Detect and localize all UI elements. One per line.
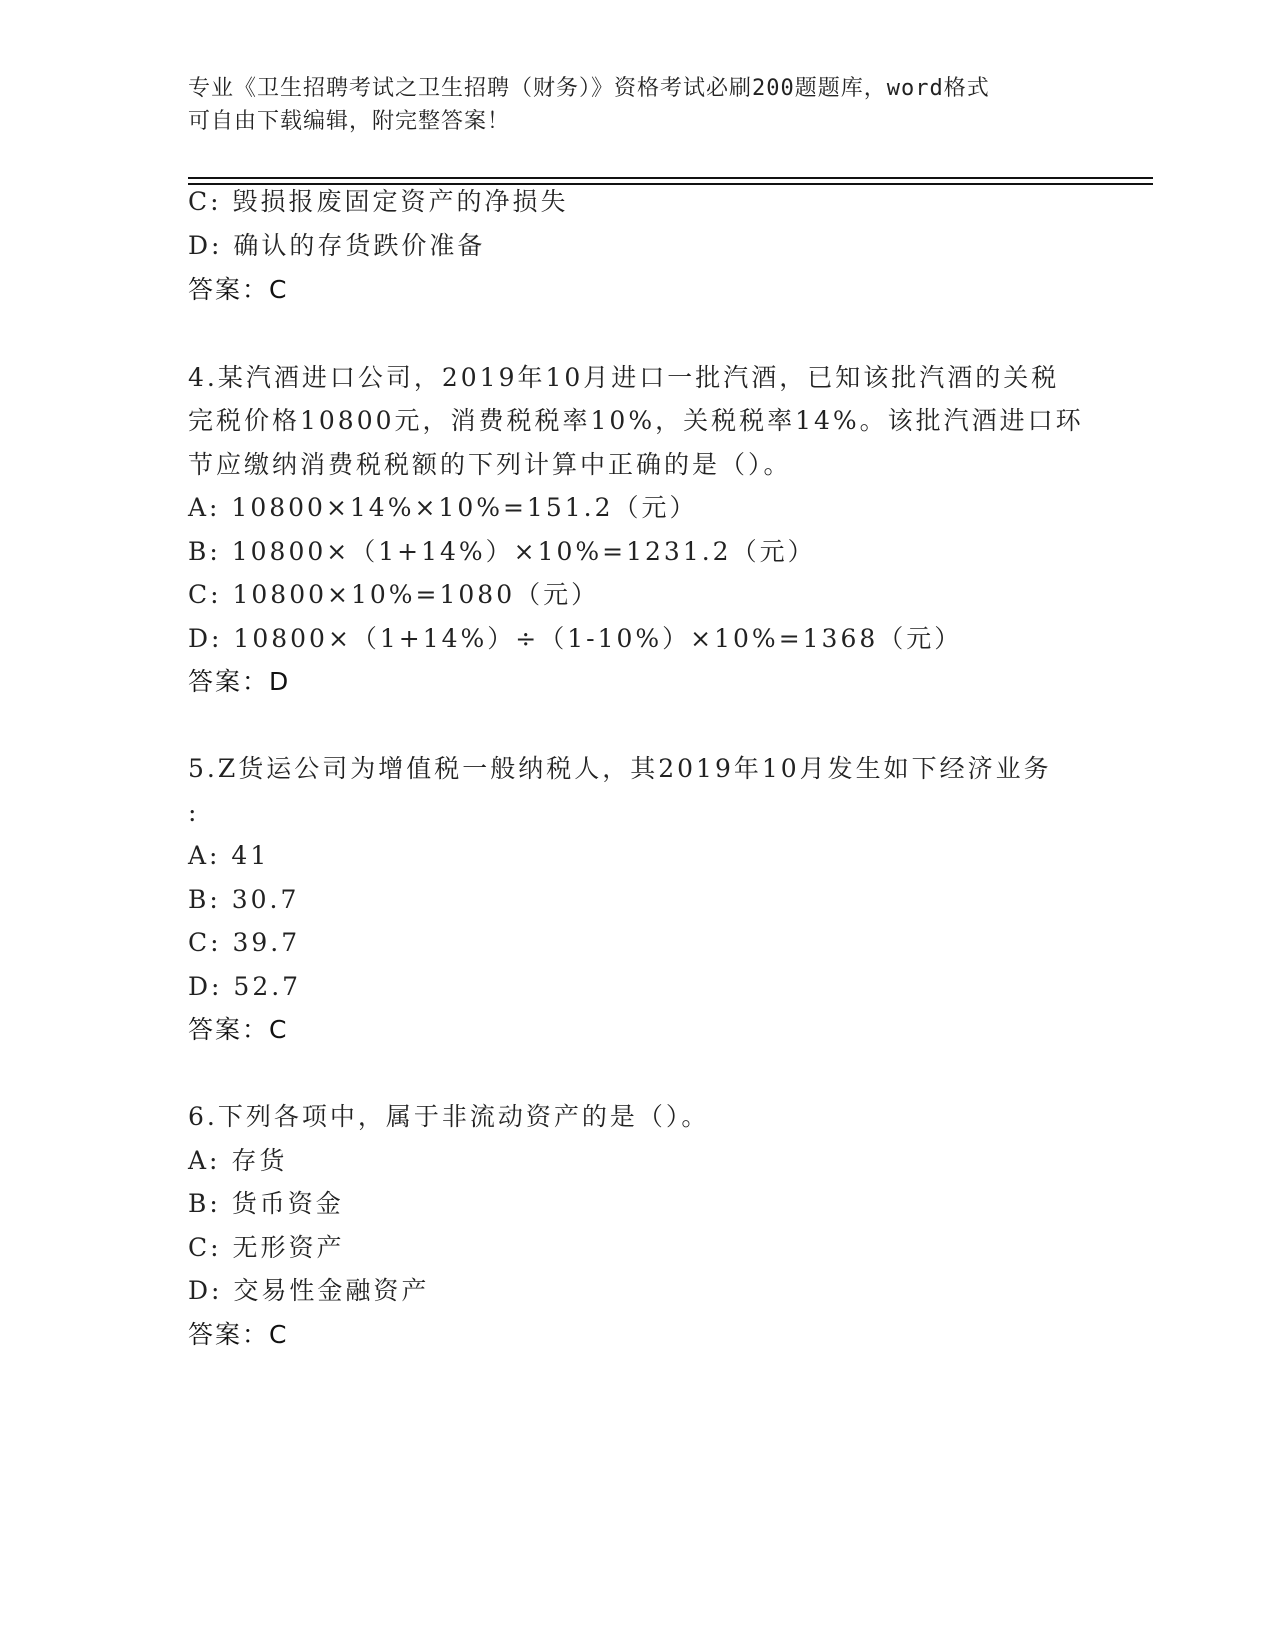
q5-stem-line-1: 5.Z货运公司为增值税一般纳税人，其2019年10月发生如下经济业务: [188, 754, 1052, 783]
q3-answer: 答案：C: [188, 275, 289, 304]
q5-option-d: D: 52.7: [188, 972, 302, 1001]
q4-option-c: C: 10800×10%=1080（元）: [188, 580, 600, 609]
header-line-1: 专业《卫生招聘考试之卫生招聘（财务）》资格考试必刷200题题库，word格式: [188, 76, 990, 101]
header-divider-top: [188, 177, 1153, 179]
q5-option-b: B: 30.7: [188, 885, 300, 914]
q3-option-d: D: 确认的存货跌价准备: [188, 231, 486, 260]
document-header: [188, 72, 1068, 138]
header-divider-bottom: [188, 183, 1153, 185]
header-line-2: 可自由下载编辑，附完整答案！: [188, 109, 511, 134]
q4-stem-line-1: 4.某汽酒进口公司，2019年10月进口一批汽酒，已知该批汽酒的关税: [188, 363, 1060, 392]
q4-stem-line-2: 完税价格10800元，消费税税率10%，关税税率14%。该批汽酒进口环: [188, 406, 1084, 435]
q6-answer: 答案：C: [188, 1320, 289, 1349]
q5-answer: 答案：C: [188, 1015, 289, 1044]
q6-option-b: B: 货币资金: [188, 1189, 344, 1218]
q6-option-c: C: 无形资产: [188, 1233, 345, 1262]
q6-stem-line-1: 6.下列各项中，属于非流动资产的是（）。: [188, 1102, 710, 1131]
q4-stem-line-3: 节应缴纳消费税税额的下列计算中正确的是（）。: [188, 450, 792, 479]
q5-option-a: A: 41: [188, 841, 270, 870]
q4-option-b: B: 10800×（1+14%）×10%=1231.2（元）: [188, 537, 816, 566]
q4-option-a: A: 10800×14%×10%=151.2（元）: [188, 493, 698, 522]
q4-answer: 答案：D: [188, 667, 291, 696]
q6-option-a: A: 存货: [188, 1146, 288, 1175]
q3-option-c: C: 毁损报废固定资产的净损失: [188, 187, 569, 216]
q6-option-d: D: 交易性金融资产: [188, 1276, 430, 1305]
q5-stem-line-2: :: [188, 798, 200, 827]
q5-option-c: C: 39.7: [188, 928, 301, 957]
q4-option-d: D: 10800×（1+14%）÷（1-10%）×10%=1368（元）: [188, 624, 963, 653]
